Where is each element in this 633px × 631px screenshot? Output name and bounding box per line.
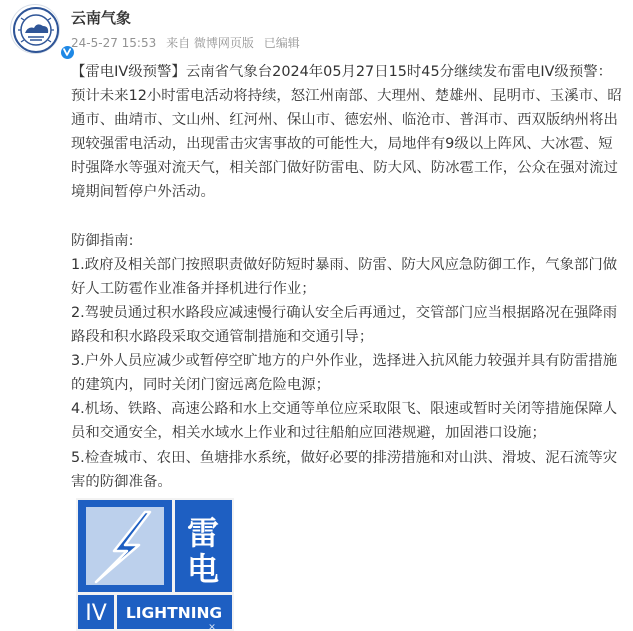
warning-label-cn	[187, 514, 219, 588]
guide-item-2: 2.驾驶员通过积水路段应减速慢行确认安全后再通过，交管部门应当根据路况在强降雨路段和积水路段采取交通管制措施和交通引导；	[71, 304, 618, 346]
post-edited-label[interactable]: 已编辑	[263, 36, 300, 50]
guide-item-3: 3.户外人员应减少或暂停空旷地方的户外作业，选择进入抗风能力较强并具有防雷措施的建筑内，同时关闭门窗远离危险电源；	[71, 353, 618, 394]
post-headline	[71, 60, 626, 205]
warning-label-cn-2: 电	[186, 550, 220, 588]
paragraph-spacer	[71, 205, 626, 229]
lightning-warning-image[interactable]	[76, 498, 234, 631]
author-name[interactable]: 云南气象	[71, 9, 132, 27]
post-headline-text: 云南省气象台2024年05月27日15时45分继续发布雷电IV级预警：预计未来12小时雷电活动将持续，怒江州南部、大理州、楚雄州、昆明市、玉溪市、昭通市、曲靖市、文山州、红河州、保山市、德宏州、临沧市、普洱市、西双版纳州将出现较强雷电活动，出现雷击灾害事故的可能性大，局地伴有9级以上阵风、大冰雹、短时强降水等强对流天气，相关部门做好防雷电、防大风、防冰雹工作，公众在强对流过境期间暂停户外活动。	[71, 64, 622, 201]
warning-level: IV	[85, 601, 107, 626]
post-headline-tag: 【雷电IV级预警】	[71, 64, 186, 80]
author-avatar[interactable]	[10, 4, 60, 54]
guide-item-1: 1.政府及相关部门按照职责做好防短时暴雨、防雷、防大风应急防御工作，气象部门做好人工防雹作业准备并择机进行作业；	[71, 256, 618, 297]
guide-item-5: 5.检查城市、农田、鱼塘排水系统，做好必要的排涝措施和对山洪、滑坡、泥石流等灾害的防御准备。	[71, 449, 618, 490]
watermark-mark: ✕	[208, 623, 216, 631]
post-time[interactable]: 24-5-27 15:53	[71, 36, 157, 50]
warning-label-en: LIGHTNING	[125, 604, 223, 622]
meteorology-emblem-icon	[11, 5, 61, 55]
guide-item-4: 4.机场、铁路、高速公路和水上交通等单位应采取限飞、限速或暂时关闭等措施保障人员和交通安全，相关水域水上作业和过往船舶应回港规避，加固港口设施；	[71, 401, 618, 442]
post-text	[71, 60, 626, 494]
post-source: 来自 微博网页版	[166, 36, 254, 50]
warning-label-cn-1: 雷	[186, 514, 220, 552]
guide-title: 防御指南:	[71, 232, 134, 249]
post-meta	[71, 34, 306, 51]
